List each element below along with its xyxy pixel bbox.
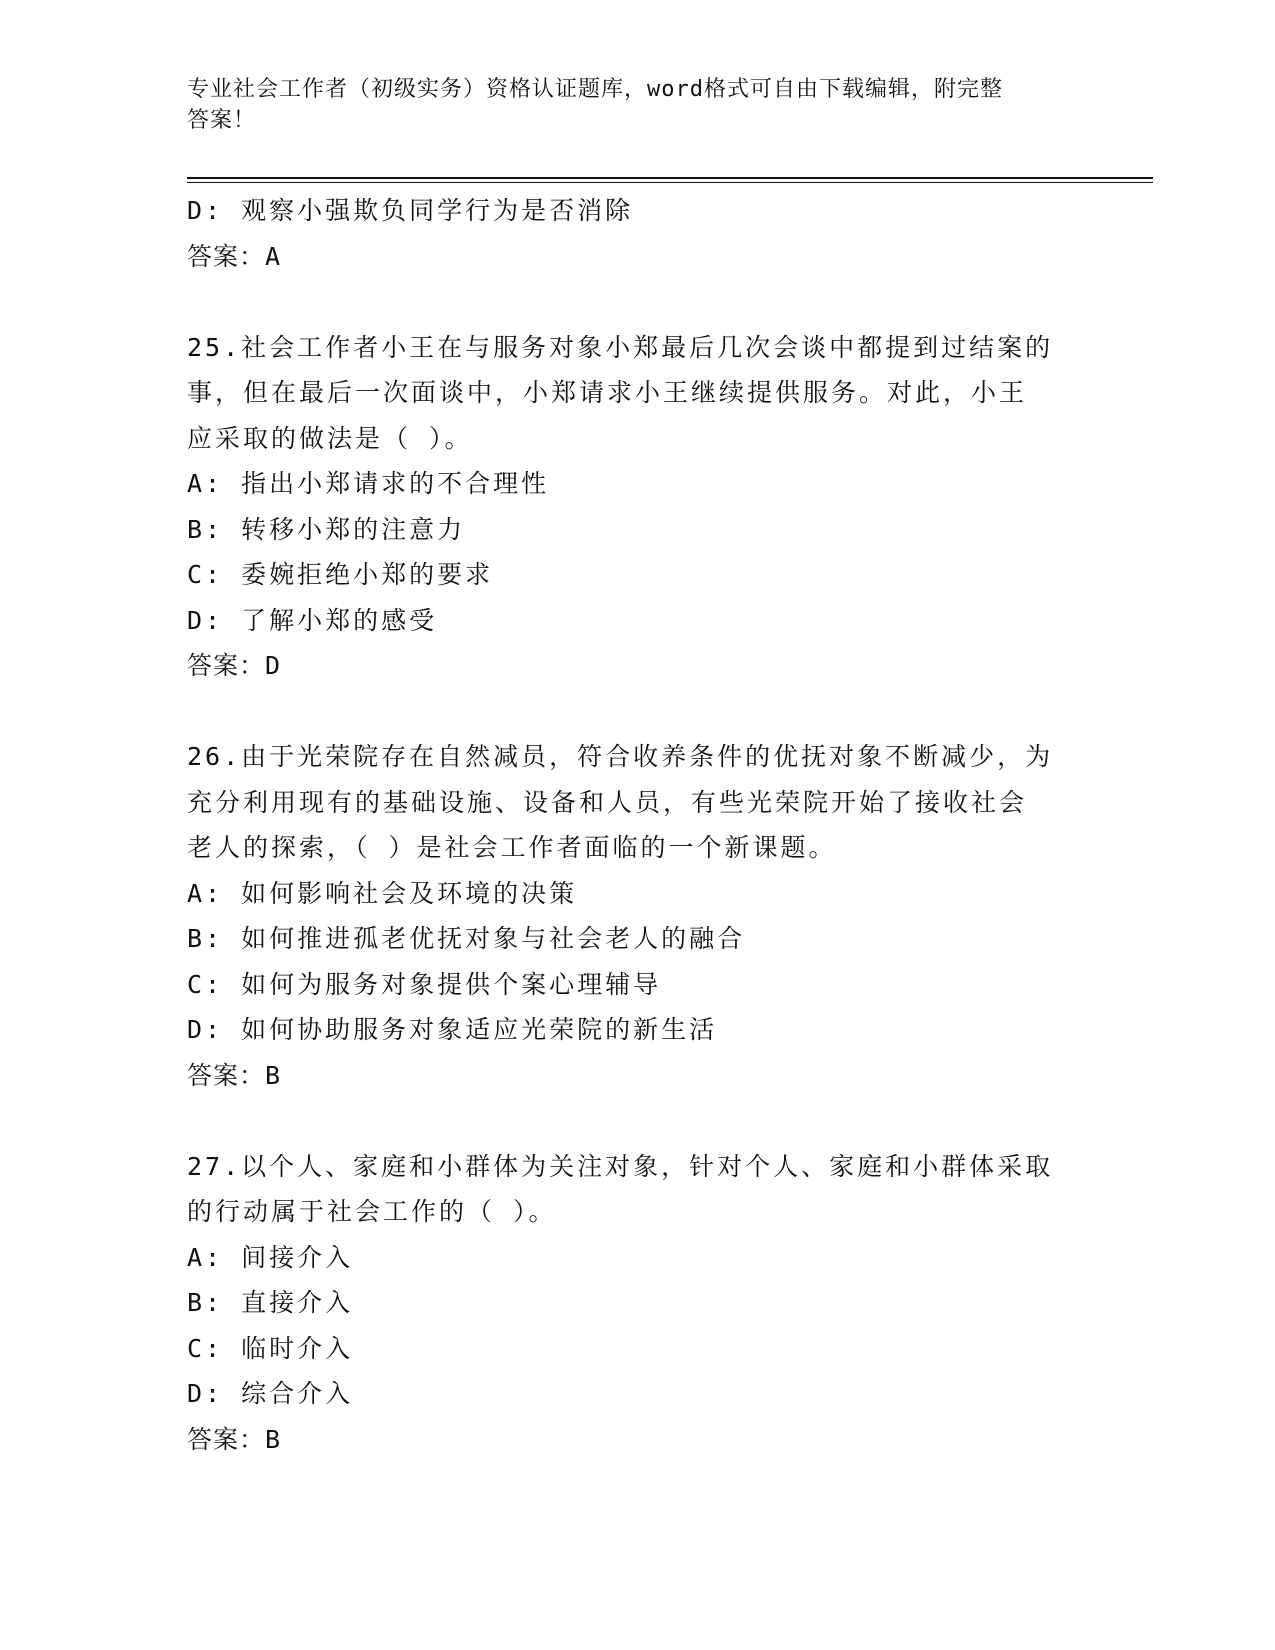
question-stem-line: 事，但在最后一次面谈中，小郑请求小王继续提供服务。对此，小王 — [187, 378, 1028, 407]
question-list — [187, 188, 1087, 1462]
question-stem-line: 27.以个人、家庭和小群体为关注对象，针对个人、家庭和小群体采取 — [187, 1151, 1054, 1181]
option-b: B: 直接介入 — [187, 1288, 354, 1317]
question-stem-line: 应采取的做法是（ ）。 — [187, 423, 473, 453]
option-a: A: 指出小郑请求的不合理性 — [187, 469, 550, 498]
question-stem-line: 26.由于光荣院存在自然减员，符合收养条件的优抚对象不断减少，为 — [187, 742, 1054, 771]
spacer — [187, 1098, 1087, 1144]
option-d: D: 了解小郑的感受 — [187, 605, 438, 635]
question-stem-line: 充分利用现有的基础设施、设备和人员，有些光荣院开始了接收社会 — [187, 787, 1028, 817]
option-d: D: 综合介入 — [187, 1379, 354, 1408]
answer-label: 答案：B — [187, 1060, 282, 1090]
question-26 — [187, 734, 1087, 1098]
question-27 — [187, 1144, 1087, 1463]
question-stem-line: 的行动属于社会工作的（ ）。 — [187, 1197, 557, 1226]
spacer — [187, 689, 1087, 735]
option-b: B: 如何推进孤老优抚对象与社会老人的融合 — [187, 924, 746, 953]
option-a: A: 间接介入 — [187, 1242, 354, 1272]
answer-label: 答案：D — [187, 651, 282, 680]
page-header — [187, 74, 1087, 136]
prev-question-option-d: D: 观察小强欺负同学行为是否消除 — [187, 196, 634, 225]
spacer — [187, 279, 1087, 325]
option-d: D: 如何协助服务对象适应光荣院的新生活 — [187, 1015, 718, 1044]
option-a: A: 如何影响社会及环境的决策 — [187, 878, 578, 908]
option-b: B: 转移小郑的注意力 — [187, 514, 466, 544]
question-stem-line: 老人的探索，（ ）是社会工作者面临的一个新课题。 — [187, 833, 837, 862]
answer-label: 答案：B — [187, 1424, 282, 1454]
prev-question-answer: 答案：A — [187, 241, 282, 271]
question-25 — [187, 325, 1087, 689]
header-title-line-1: 专业社会工作者（初级实务）资格认证题库，word格式可自由下载编辑，附完整 — [187, 77, 1003, 102]
option-c: C: 如何为服务对象提供个案心理辅导 — [187, 969, 662, 999]
option-c: C: 临时介入 — [187, 1333, 354, 1363]
question-stem-line: 25.社会工作者小王在与服务对象小郑最后几次会谈中都提到过结案的 — [187, 332, 1054, 362]
header-divider-thick — [187, 177, 1153, 179]
header-title-line-2: 答案！ — [187, 108, 257, 133]
header-divider-thin — [187, 182, 1153, 183]
option-c: C: 委婉拒绝小郑的要求 — [187, 560, 494, 589]
